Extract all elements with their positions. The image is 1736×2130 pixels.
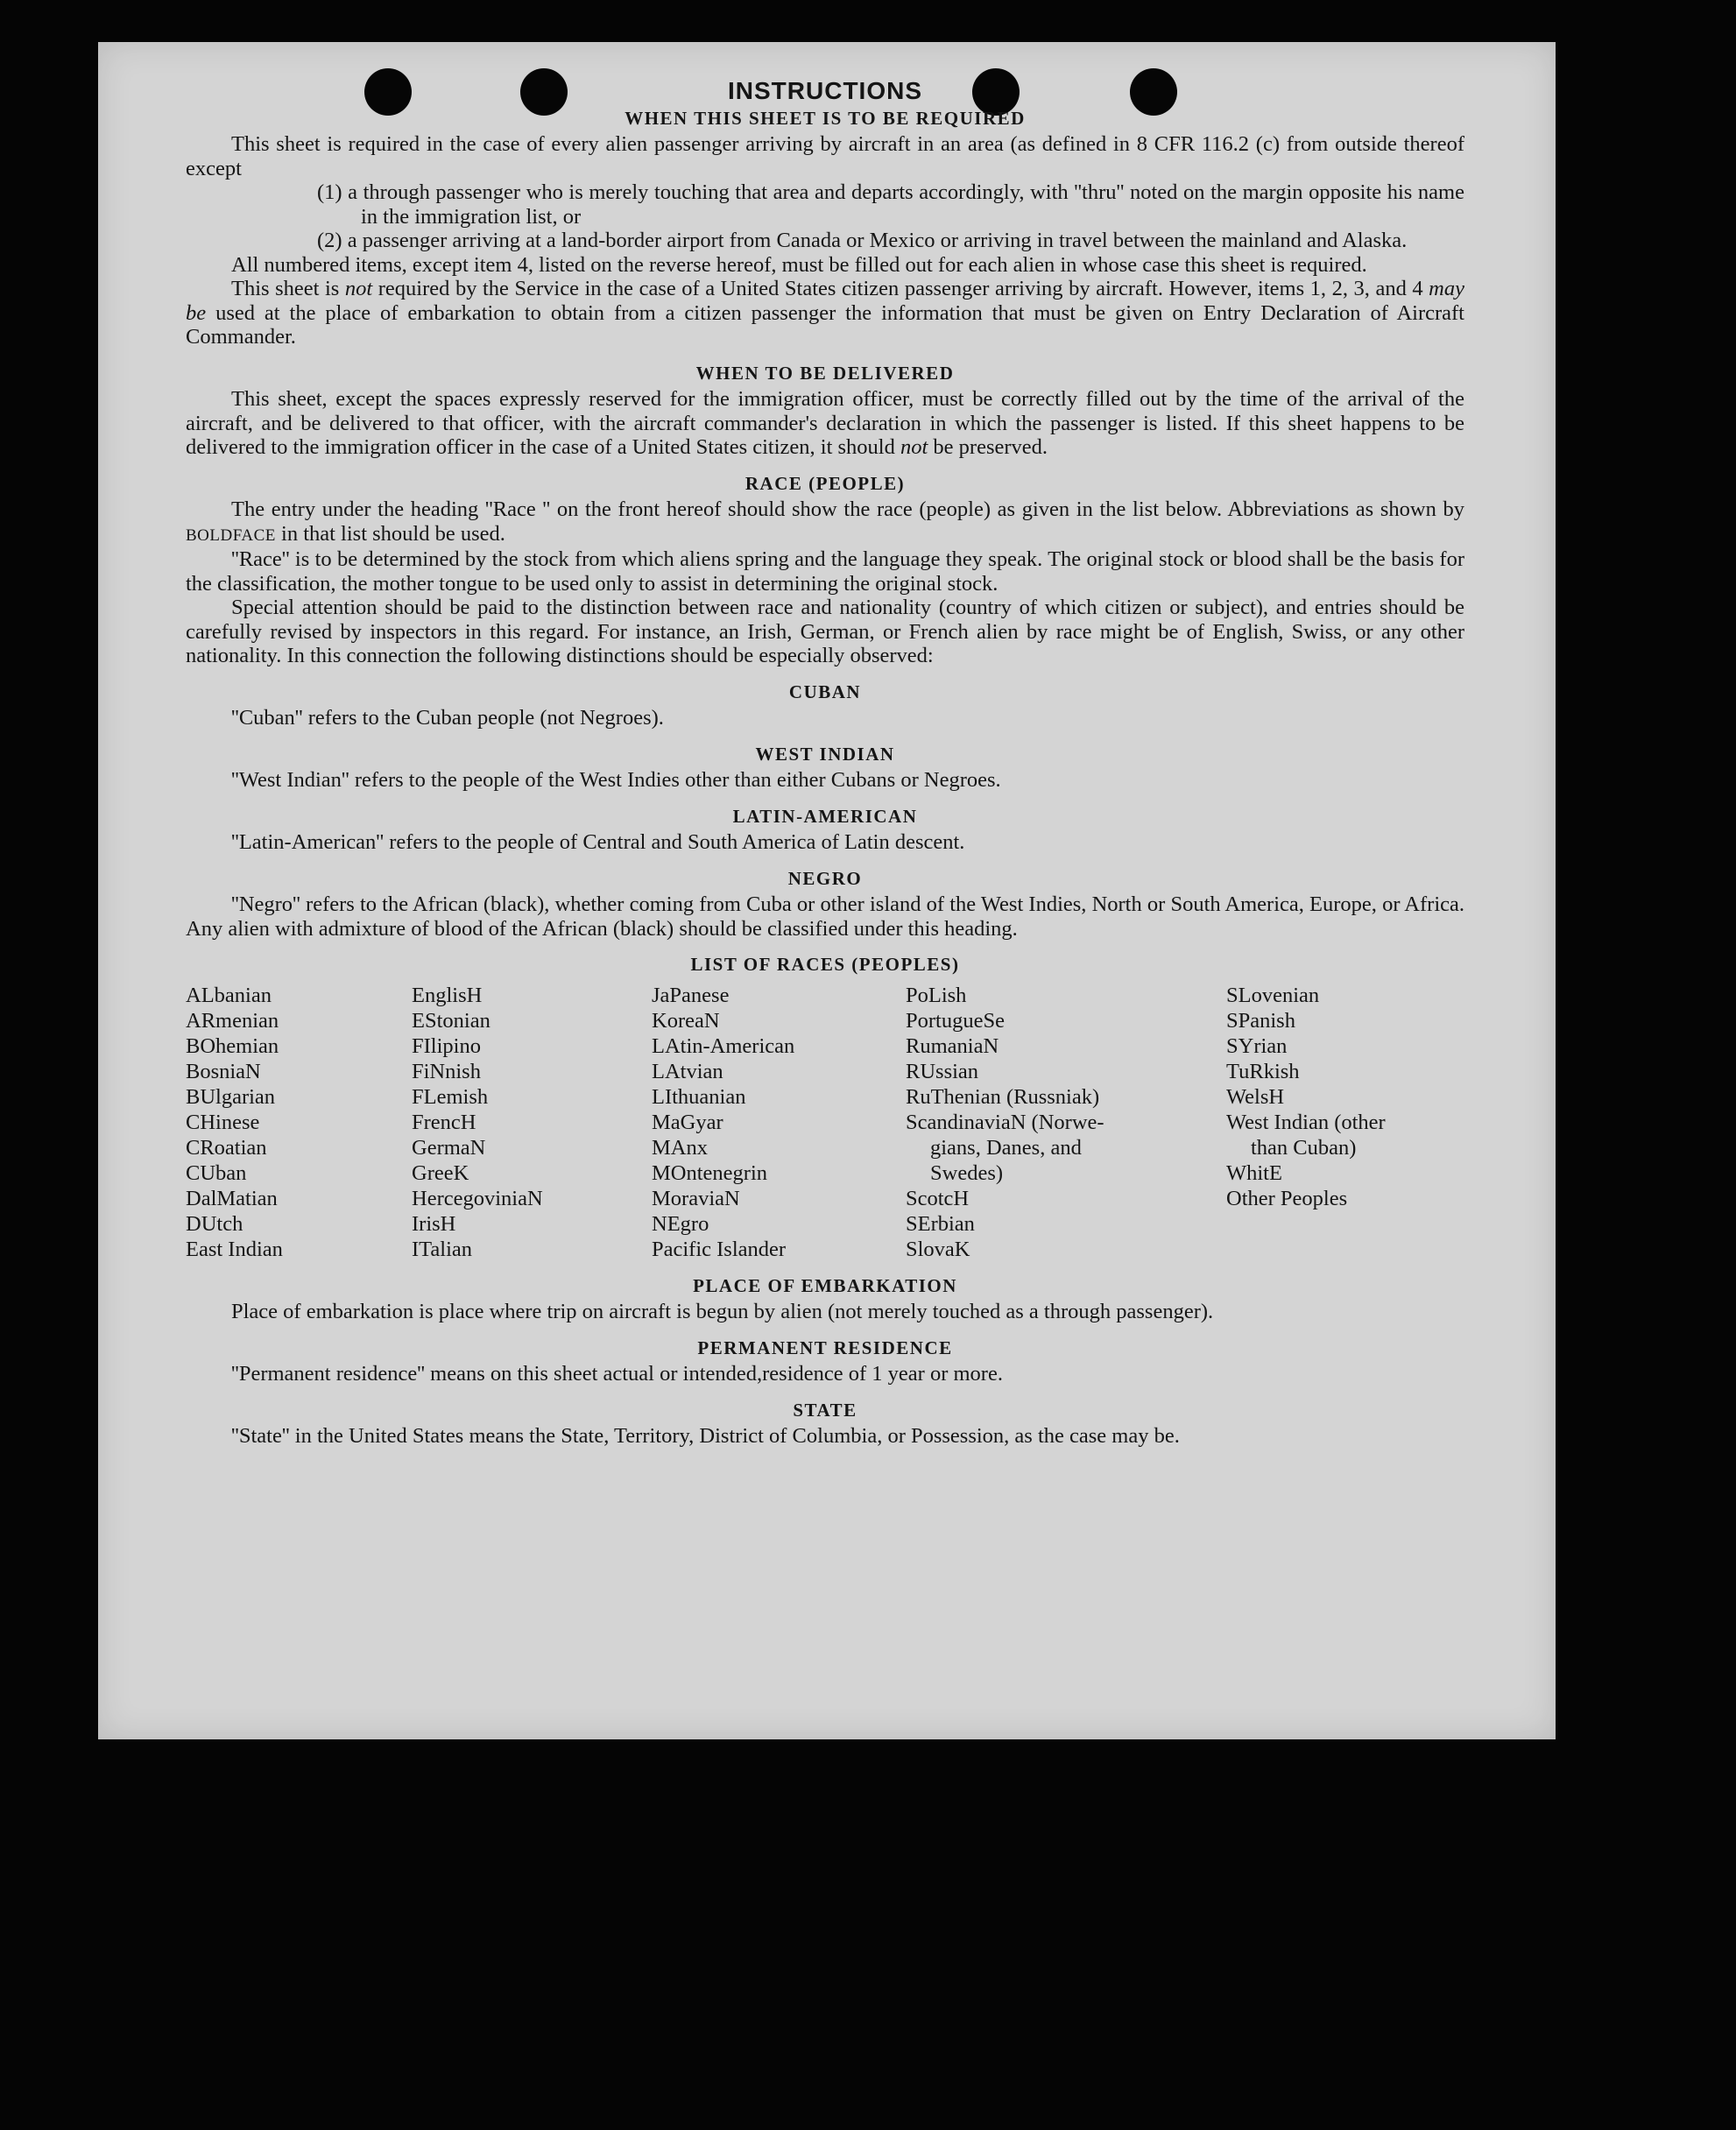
race-list — [186, 983, 1464, 1262]
paragraph: ''Permanent residence'' means on this sheet actual or intended,residence of 1 year or more. — [231, 1362, 1003, 1386]
race-item: MOntenegrin — [652, 1160, 767, 1185]
race-item: MoraviaN — [652, 1186, 740, 1210]
race-item: DUtch — [186, 1211, 243, 1236]
race-item: EnglisH — [412, 983, 483, 1007]
paragraph: ''Cuban'' refers to the Cuban people (not Negroes). — [231, 706, 664, 730]
race-item: RuThenian (Russniak) — [906, 1084, 1100, 1109]
race-column — [412, 983, 652, 1262]
sheet-content — [186, 79, 1464, 1449]
race-item: LIthuanian — [652, 1084, 746, 1109]
race-column — [186, 983, 412, 1262]
numbered-item: (1) a through passenger who is merely touching that area and departs accordingly, with ''thru'' noted on the margin opposite his name in the immigration list, or — [317, 180, 1464, 229]
race-item: FiNnish — [412, 1059, 481, 1083]
paragraph: ''State'' in the United States means the State, Territory, District of Columbia, or Possession, as the case may be. — [231, 1424, 1180, 1448]
race-column — [652, 983, 906, 1262]
race-item: EStonian — [412, 1008, 490, 1033]
section-heading-latin-american: LATIN-AMERICAN — [732, 805, 918, 827]
paragraph: ''Negro'' refers to the African (black), whether coming from Cuba or other island of the West Indies, North or South America, Europe, or Africa. Any alien with admixture of blood of the African (black) should be classified under this heading. — [186, 892, 1464, 941]
race-item: BOhemian — [186, 1033, 279, 1058]
race-item: ARmenian — [186, 1008, 279, 1033]
race-item: Other Peoples — [1226, 1186, 1348, 1210]
race-item: PortugueSe — [906, 1008, 1005, 1033]
race-item: MAnx — [652, 1135, 708, 1160]
race-item: TuRkish — [1226, 1059, 1300, 1083]
race-item: WelsH — [1226, 1084, 1285, 1109]
race-item: PoLish — [906, 983, 967, 1007]
section-heading-when-required: WHEN THIS SHEET IS TO BE REQUIRED — [625, 107, 1026, 129]
race-item: GermaN — [412, 1135, 486, 1160]
section-heading-when-delivered: WHEN TO BE DELIVERED — [695, 362, 955, 384]
race-item: FIlipino — [412, 1033, 481, 1058]
paragraph: Special attention should be paid to the distinction between race and nationality (country of which citizen or subject), and entries should be carefully revised by inspectors in this regard. For instance, an Irish, German, or French alien by race might be of English, Swiss, or any other nationality. In this connection the following distinctions should be especially observed: — [186, 596, 1464, 667]
race-item: ScandinaviaN (Norwe- — [906, 1110, 1104, 1134]
race-item: Pacific Islander — [652, 1237, 787, 1261]
race-item: LAtin-American — [652, 1033, 795, 1058]
race-item: SPanish — [1226, 1008, 1295, 1033]
race-item: DalMatian — [186, 1186, 278, 1210]
paragraph: Place of embarkation is place where trip on aircraft is begun by alien (not merely touched as a through passenger). — [231, 1300, 1214, 1323]
paragraph: ''Latin-American'' refers to the people of Central and South America of Latin descent. — [231, 830, 965, 854]
race-item: East Indian — [186, 1237, 283, 1261]
paragraph: This sheet is not required by the Service in the case of a United States citizen passenger arriving by aircraft. However, items 1, 2, 3, and 4 may be used at the place of embarkation to obtain from a citizen passenger the information that must be given on Entry Declaration of Aircraft Commander. — [186, 277, 1464, 349]
race-item: FrencH — [412, 1110, 476, 1134]
race-item: NEgro — [652, 1211, 709, 1236]
paragraph: This sheet is required in the case of every alien passenger arriving by aircraft in an area (as defined in 8 CFR 116.2 (c) from outside thereof except — [186, 132, 1464, 180]
paragraph: All numbered items, except item 4, listed on the reverse hereof, must be filled out for each alien in whose case this sheet is required. — [231, 252, 1367, 277]
race-item: MaGyar — [652, 1110, 723, 1134]
race-item: BosniaN — [186, 1059, 261, 1083]
race-item: ScotcH — [906, 1186, 970, 1210]
race-item: West Indian (other — [1226, 1110, 1386, 1134]
race-item: CHinese — [186, 1110, 260, 1134]
race-item: WhitE — [1226, 1160, 1282, 1185]
section-heading-permanent-residence: PERMANENT RESIDENCE — [697, 1337, 953, 1358]
instruction-sheet — [98, 42, 1556, 1739]
race-item: HercegoviniaN — [412, 1186, 543, 1210]
paragraph: The entry under the heading ''Race '' on the front hereof should show the race (people) as given in the list below. Abbreviations as shown by BOLDFACE in that list should be used. — [186, 497, 1464, 546]
section-heading-race: RACE (PEOPLE) — [745, 472, 906, 494]
race-item: ALbanian — [186, 983, 272, 1007]
race-item: ITalian — [412, 1237, 473, 1261]
paragraph: This sheet, except the spaces expressly reserved for the immigration officer, must be correctly filled out by the time of the arrival of the aircraft, and be delivered to that officer, with the aircraft commander's declaration in which the passenger is listed. If this sheet happens to be delivered to the immigration officer in the case of a United States citizen, it should not be preserved. — [186, 387, 1464, 459]
page-title: INSTRUCTIONS — [728, 77, 922, 104]
race-item: IrisH — [412, 1211, 456, 1236]
race-item: CRoatian — [186, 1135, 267, 1160]
section-heading-list-of-races: LIST OF RACES (PEOPLES) — [690, 954, 960, 975]
race-item: LAtvian — [652, 1059, 723, 1083]
race-item: JaPanese — [652, 983, 730, 1007]
race-item: RUssian — [906, 1059, 979, 1083]
paragraph: ''Race'' is to be determined by the stock from which aliens spring and the language they speak. The original stock or blood shall be the basis for the classification, the mother tongue to be used only to assist in determining the original stock. — [186, 547, 1464, 596]
race-item-continued: than Cuban) — [1251, 1135, 1357, 1160]
race-item: BUlgarian — [186, 1084, 276, 1109]
race-item: SErbian — [906, 1211, 975, 1236]
section-heading-negro: NEGRO — [787, 867, 863, 889]
section-heading-place-of-embarkation: PLACE OF EMBARKATION — [693, 1274, 957, 1296]
race-item: FLemish — [412, 1084, 489, 1109]
numbered-item: (2) a passenger arriving at a land-border airport from Canada or Mexico or arriving in travel between the mainland and Alaska. — [317, 229, 1408, 252]
race-column — [906, 983, 1226, 1262]
race-item: SYrian — [1226, 1033, 1288, 1058]
race-column — [1226, 983, 1464, 1262]
race-item: CUban — [186, 1160, 247, 1185]
section-heading-state: STATE — [793, 1399, 857, 1421]
race-item-continued: gians, Danes, and — [930, 1135, 1082, 1160]
race-item-continued: Swedes) — [930, 1160, 1004, 1185]
race-item: RumaniaN — [906, 1033, 999, 1058]
section-heading-cuban: CUBAN — [788, 681, 862, 702]
race-item: GreeK — [412, 1160, 469, 1185]
race-item: SlovaK — [906, 1237, 970, 1261]
race-item: SLovenian — [1226, 983, 1320, 1007]
paragraph: ''West Indian'' refers to the people of the West Indies other than either Cubans or Negroes. — [231, 768, 1001, 792]
race-item: KoreaN — [652, 1008, 720, 1033]
section-heading-west-indian: WEST INDIAN — [755, 743, 895, 765]
